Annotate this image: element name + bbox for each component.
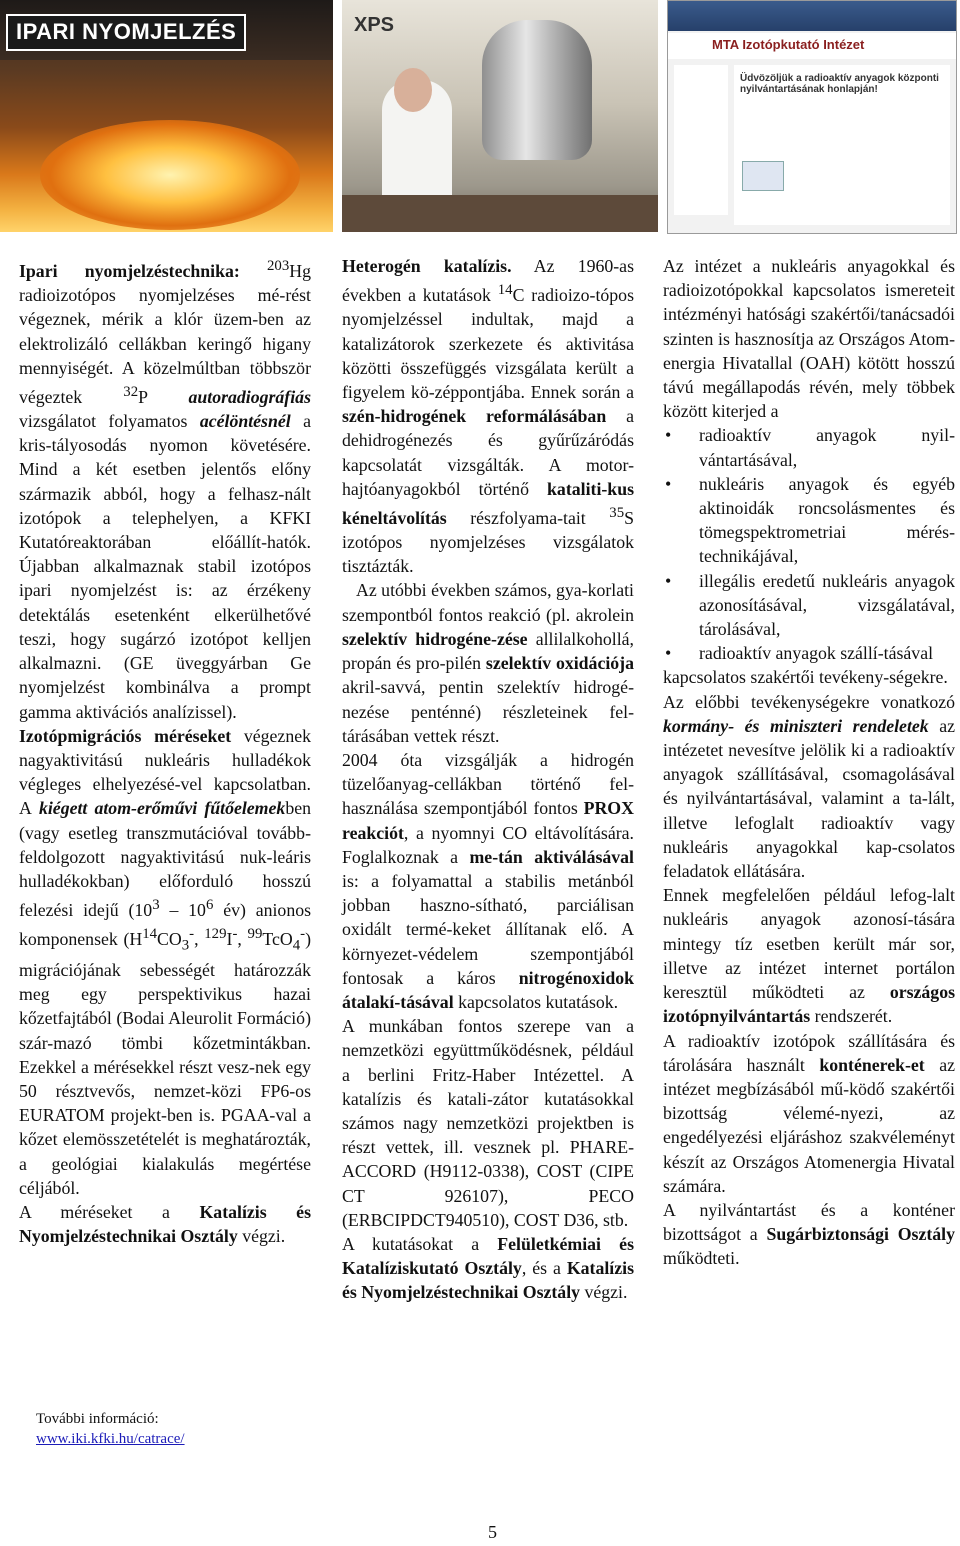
- paragraph-department: A méréseket a Katalízis és Nyomjelzéstechnikai Osztály végzi.: [19, 1201, 311, 1247]
- oah-logo: [742, 161, 784, 191]
- paragraph-catalysis: Heterogén katalízis. Az 1960-as években a kutatások $^{14}$C radioizo-tópos nyomjelzéssel indultak, majd a katalizátorok szerkezete és aktivitása közötti összefüggés vizsgálata került a figyelem kö-zéppontjába. Ennek során a szén-hidrogének reformálásában a dehidrogénezés és gyűrűzáródás kapcsolatát vizsgálták. A motor-hajtóanyagokból történő kataliti-kus kéneltávolítás részfolyama-tait $^{35}$S izotópos nyomjelzéses vizsgálatok tisztázták.: [342, 256, 634, 577]
- more-info-label: További információ:: [36, 1411, 159, 1427]
- paragraph-expert-activities: kapcsolatos szakértői tevékeny-ségekre.: [663, 667, 948, 688]
- list-item: • radioaktív anyagok szállí-tásával: [699, 641, 955, 665]
- activity-list: [663, 423, 955, 665]
- paragraph-hydrogen: 2004 óta vizsgálják a hidrogén tüzelőanyag-cellákban történő fel-használása szempontjából fontos PROX reakciót, a nyomnyi CO eltávolítására. Foglalkoznak a me-tán aktiválásával is: a folyamattal a stabilis metánból jobban haszno-sítható, parciálisan oxidált termé-keket állítanak elő. A környezet-védelem szempontjából fontosak a káros nitrogénoxidok átalakí-tásával kapcsolatos kutatások.: [342, 749, 634, 1012]
- paragraph-radiation-safety: A nyilvántartást és a konténer bizottságot a Sugárbiztonsági Osztály működteti.: [663, 1199, 956, 1269]
- xps-instrument-photo: [342, 0, 658, 232]
- xps-label: XPS: [354, 14, 395, 36]
- paragraph-cooperation: A munkában fontos szerepe van a nemzetközi együttműködésnek, például a berlini Fritz-Haber Intézettel. A katalízis és katali-zátor kutatásokkal számos nagy nemzetközi projektben is részt vettek, ill. vesznek pl. PHARE-ACCORD (H9112-0338), COST (CIPE CT 926107), PECO (ERBCIPDCT940510), COST D36, stb.: [342, 1016, 634, 1230]
- more-info-link[interactable]: www.iki.kfki.hu/catrace/: [36, 1431, 185, 1447]
- paragraph-oah: Az intézet a nukleáris anyagokkal és radioizotópokkal kapcsolatos ismereteit intézményi hatósági szakértői/tanácsadói szinten is hasznosítja az Országos Atom-energia Hivatallal (OAH) kötött hosszú távú megállapodás révén, mely többek között kiterjed a: [663, 256, 955, 422]
- paragraph-regulations: Az előbbi tevékenységekre vonatkozó kormány- és miniszteri rendeletek az intézetet nevesítve jelölik ki a radioaktív anyagok szállításával, csomagolásával és nyilvántartásával, valamint a ta-lált, illetve lefoglalt radioaktív vagy nukleáris anyagokkal kap-csolatos feladatok ellátására.: [663, 691, 955, 882]
- website-screenshot: [667, 0, 957, 234]
- institute-name: MTA Izotópkutató Intézet: [712, 37, 865, 52]
- section-title-badge: IPARI NYOMJELZÉS: [6, 14, 246, 51]
- welcome-text: Üdvözöljük a radioaktív anyagok központi nyilvántartásának honlapján!: [740, 73, 939, 95]
- column-right: [663, 254, 955, 1271]
- paragraph-migration: Izotópmigrációs méréseket végeznek nagyaktivitású nukleáris hulladékok végleges elhelyezésé-vel kapcsolatban. A kiégett atom-erőművi fűtőelemekben (vagy esetleg transzmutációval tovább-feldolgozott nagyaktivitású nuk-leáris hulladékokban) előforduló hosszú felezési idejű ($10^3 - 10^6$ év) anionos komponensek ($H^{14}CO_3^-$, $^{129}$I-, $^{99}$TcO$_4$-) migrációjának sebességét határozzák meg egy perspektivikus hazai kőzetfajtából (Bodai Aleurolit Formáció) szár-mazó tömbi kőzetmintákban. Ezekkel a mérésekkel részt vesz-nek egy 50 résztvevős, nemzet-közi FP6-os EURATOM projekt-ben is. PGAA-val a kőzet elemösszetételét is meghatározták, a geológiai kialakulás megértése céljából.: [19, 725, 312, 1198]
- column-middle: [342, 254, 634, 1305]
- column-left: [19, 254, 311, 1248]
- paragraph-registry: Ennek megfelelően például lefog-lalt nukleáris anyagok azonosí-tására mintegy tíz esetben került már sor, illetve az intézet internet portálon keresztül működteti az országos izotópnyilvántartás rendszerét.: [663, 885, 955, 1027]
- steel-casting-photo: [0, 0, 333, 232]
- paragraph-containers: A radioaktív izotópok szállítására és tárolására használt konténerek-et az intézet megbízásából mű-ködő szakértői bizottság vélemé-nyezi, az engedélyezési eljáráshoz szakvéleményt készít az Országos Atomenergia Hivatal számára.: [663, 1030, 956, 1196]
- paragraph-reactions: Az utóbbi években számos, gya-korlati szempontból fontos reakció (pl. akrolein szelektív hidrogéne-zése allilalkohollá, propán és pro-pilén szelektív oxidációja akril-savvá, pentin szelektív hidrogé-nezése penténné) részleteinek fel-tárásában vettek részt.: [342, 580, 634, 746]
- page-number: 5: [488, 1522, 497, 1542]
- list-item: • nukleáris anyagok és egyéb aktinoidák roncsolásmentes és tömegspektrometriai mérés-technikájával,: [699, 472, 955, 569]
- list-item: • illegális eredetű nukleáris anyagok azonosításával, vizsgálatával, tárolásával,: [699, 569, 955, 642]
- more-info: [36, 1409, 185, 1449]
- paragraph-departments: A kutatásokat a Felületkémiai és Katalíziskutató Osztály, és a Katalízis és Nyomjelzéstechnikai Osztály végzi.: [342, 1233, 634, 1303]
- paragraph-industrial-tracing: Ipari nyomjelzéstechnika: $^{203}$Hg radioizotópos nyomjelzéses mé-rést végeznek, mérik a klór üzem-ben az elektrolizáló cellákban keringő higany mennyiségét. A közelmúltban többször végeztek $^{32}$P autoradiográfiás vizsgálatot folyamatos acélöntésnél a kris-tályosodás nyomon követésére. Mind a két esetben jelentős előny származik abból, hogy a felhasz-nált izotópok a telephelyen, a KFKI Kutatóreaktorában előállít-hatók. Újabban alkalmaznak stabil izotópos ipari nyomjelzést is: az érzékeny detektálás esetenként elkerülhetővé teszi, hogy sugárzó izotópot kelljen alkalmazni. (GE üveggyárban Ge nyomjelzést kombinálva a prompt gamma aktivációs analízissel).: [19, 258, 311, 722]
- list-item: • radioaktív anyagok nyil-vántartásával,: [699, 423, 955, 471]
